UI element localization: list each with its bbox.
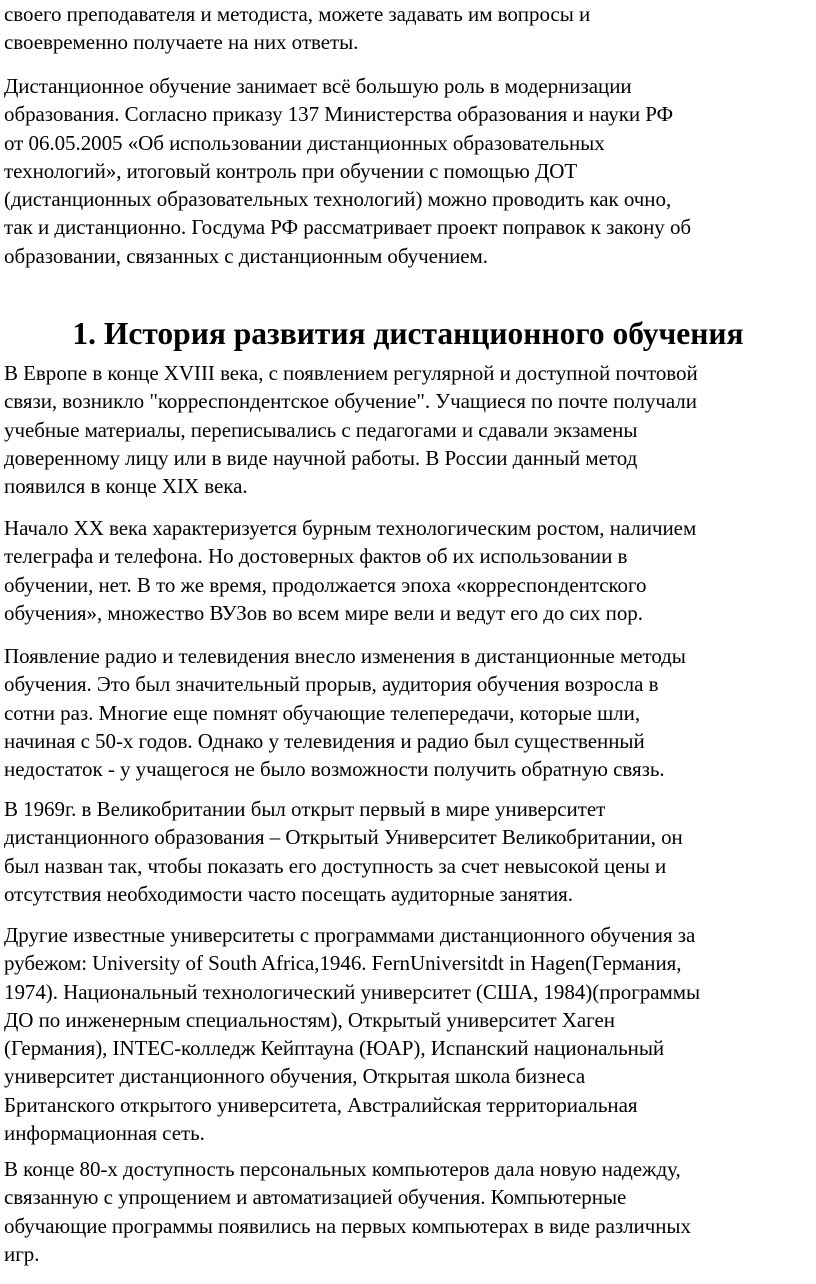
paragraph-twentieth-century: Начало XX века характеризуется бурным технологическим ростом, наличием телеграфа и телефона. Но достоверных фактов об их использовании в обучении, нет. В то же время, продолжается эпоха «корреспондентского обучения», множество ВУЗов во всем мире вели и ведут его до сих пор. [4, 516, 697, 625]
paragraph-open-university: В 1969г. в Великобритании был открыт первый в мире университет дистанционного образования – Открытый Университет Великобритании, он был назван так, чтобы показать его доступность за счет невысокой цены и отсутствия необходимости часто посещать аудиторные занятия. [4, 797, 683, 906]
intro-fragment-paragraph: своего преподавателя и методиста, можете задавать им вопросы и своевременно получаете на них ответы. [4, 2, 591, 55]
section-heading: 1. История развития дистанционного обучения [72, 316, 744, 351]
paragraph-personal-computers: В конце 80-х доступность персональных компьютеров дала новую надежду, связанную с упрощением и автоматизацией обучения. Компьютерные обучающие программы появились на первых компьютерах в виде различных игр. [4, 1157, 691, 1266]
paragraph-radio-television: Появление радио и телевидения внесло изменения в дистанционные методы обучения. Это был значительный прорыв, аудитория обучения возросла в сотни раз. Многие еще помнят обучающие телепередачи, которые шли, начиная с 50-х годов. Однако у телевидения и радио был существенный недостаток - у учащегося не было возможности получить обратную связь. [4, 644, 686, 782]
paragraph-foreign-universities: Другие известные университеты с программами дистанционного обучения за рубежом: University of South Africa,1946. FernUniversitdt in Hagen(Германия, 1974). Национальный технологический университет (США, 1984)(программы ДО по инженерным специальностям), Открытый университет Хаген (Германия), INTEC-колледж Кейптауна (ЮАР), Испанский национальный университет дистанционного обучения, Открытая школа бизнеса Британского открытого университета, Австралийская территориальная информационная сеть. [4, 923, 701, 1146]
paragraph-correspondence-education: В Европе в конце XVIII века, с появлением регулярной и доступной почтовой связи, возникло "корреспондентское обучение". Учащиеся по почте получали учебные материалы, переписывались с педагогами и сдавали экзамены доверенному лицу или в виде научной работы. В России данный метод появился в конце XIX века. [4, 361, 698, 499]
paragraph-modernization: Дистанционное обучение занимает всё большую роль в модернизации образования. Согласно приказу 137 Министерства образования и науки РФ от 06.05.2005 «Об использовании дистанционных образовательных технологий», итоговый контроль при обучении с помощью ДОТ (дистанционных образовательных технологий) можно проводить как очно, так и дистанционно. Госдума РФ рассматривает проект поправок к закону об образовании, связанных с дистанционным обучением. [4, 74, 692, 268]
